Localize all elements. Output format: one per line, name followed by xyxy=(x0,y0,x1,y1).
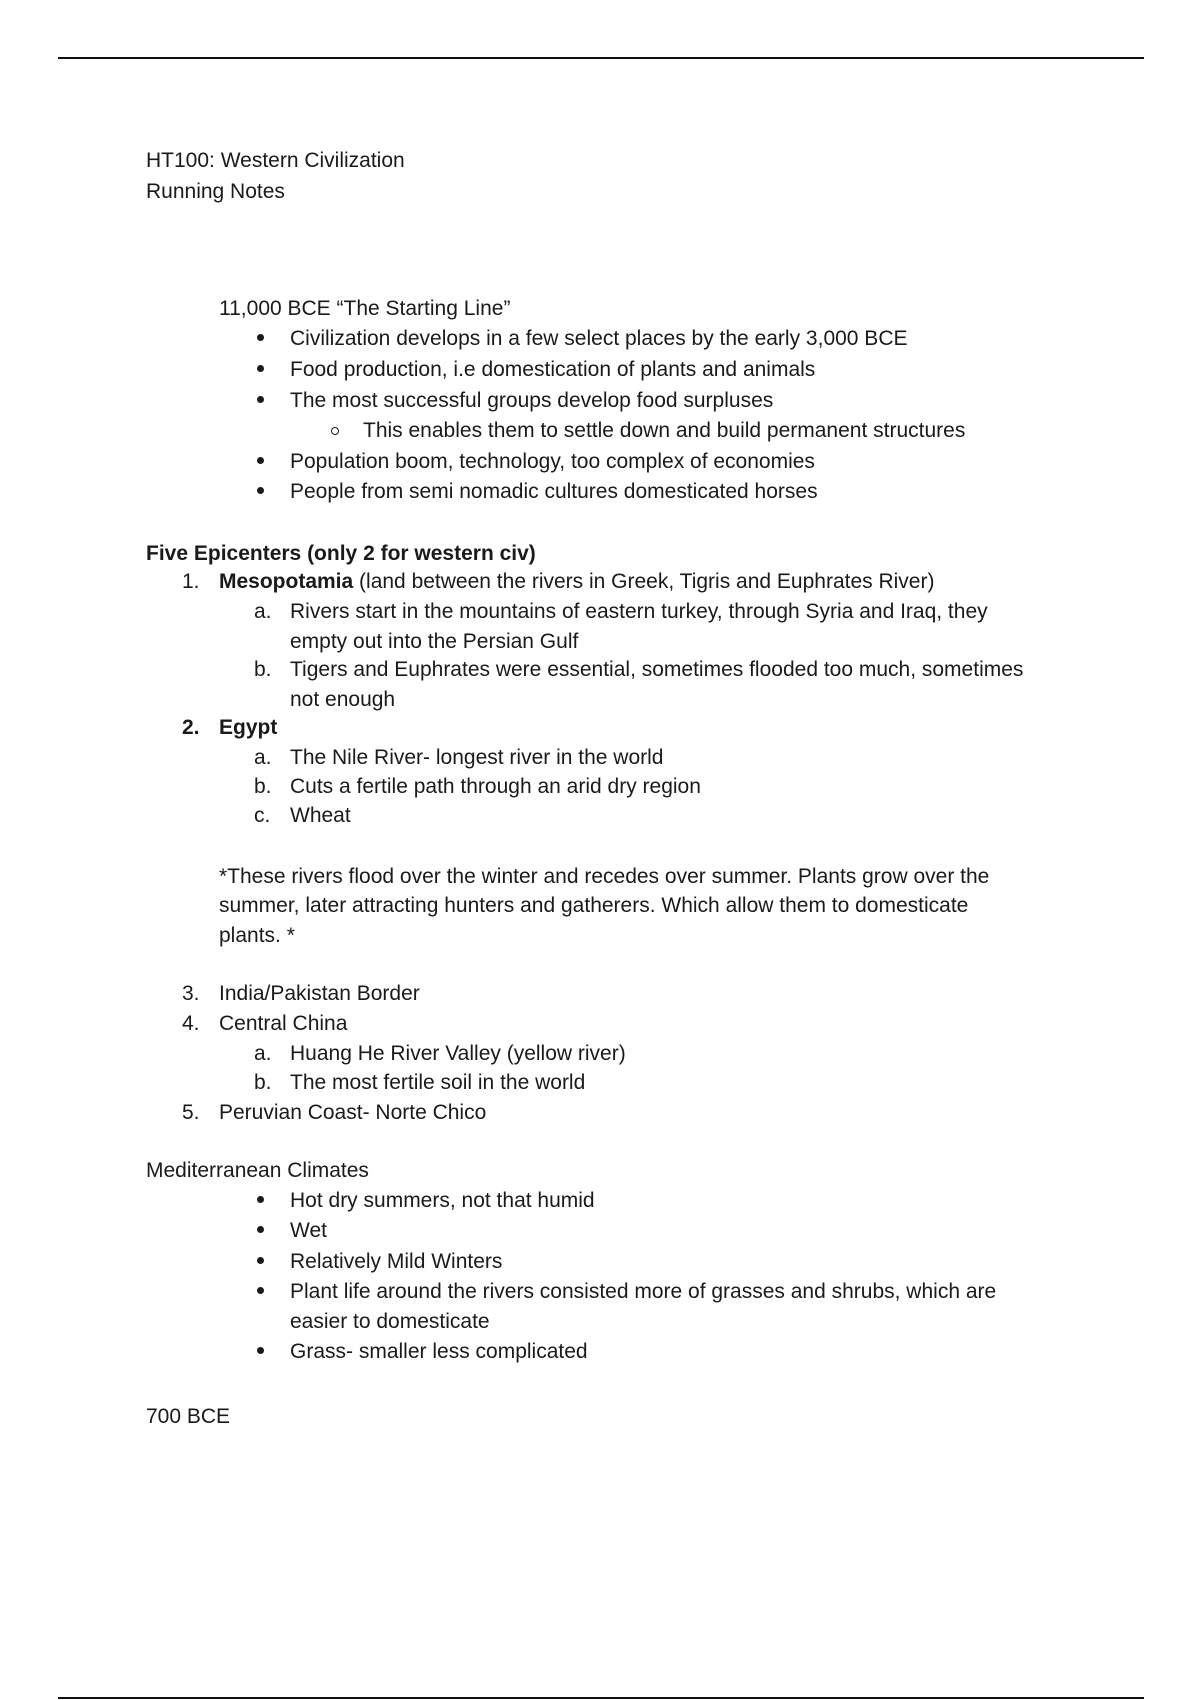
sub-item-text: Wheat xyxy=(290,804,351,827)
bullet-icon xyxy=(257,457,264,464)
epicenter-name: Mesopotamia xyxy=(219,570,354,593)
mediterranean-bullet-continuation: easier to domesticate xyxy=(290,1310,490,1333)
sub-item-text: Tigers and Euphrates were essential, sometimes flooded too much, sometimes xyxy=(290,658,1024,681)
starting-line-heading: 11,000 BCE “The Starting Line” xyxy=(219,297,511,320)
list-letter: a. xyxy=(254,1042,272,1065)
bullet-icon xyxy=(257,396,264,403)
bullet-icon xyxy=(257,1287,264,1294)
mediterranean-bullet: Wet xyxy=(290,1219,327,1242)
page-subtitle: Running Notes xyxy=(146,180,285,203)
epicenter-peru: Peruvian Coast- Norte Chico xyxy=(219,1101,487,1124)
sub-item-text: The Nile River- longest river in the world xyxy=(290,746,664,769)
starting-line-bullet: People from semi nomadic cultures domesticated horses xyxy=(290,480,818,503)
bullet-icon xyxy=(257,487,264,494)
list-number: 2. xyxy=(182,716,200,739)
course-title: HT100: Western Civilization xyxy=(146,149,405,172)
list-letter: b. xyxy=(254,775,272,798)
sub-item-text: The most fertile soil in the world xyxy=(290,1071,586,1094)
epicenter-egypt: Egypt xyxy=(219,716,278,739)
starting-line-bullet: Civilization develops in a few select places by the early 3,000 BCE xyxy=(290,327,908,350)
epicenters-heading: Five Epicenters (only 2 for western civ) xyxy=(146,542,536,565)
epicenter-india: India/Pakistan Border xyxy=(219,982,420,1005)
starting-line-bullet: Food production, i.e domestication of plants and animals xyxy=(290,358,816,381)
sub-item-text: empty out into the Persian Gulf xyxy=(290,630,579,653)
list-number: 4. xyxy=(182,1012,200,1035)
mediterranean-bullet: Plant life around the rivers consisted more of grasses and shrubs, which are xyxy=(290,1280,997,1303)
bullet-icon xyxy=(257,1226,264,1233)
list-letter: a. xyxy=(254,600,272,623)
mediterranean-bullet: Relatively Mild Winters xyxy=(290,1250,503,1273)
bullet-icon xyxy=(257,1196,264,1203)
section-heading-700-bce: 700 BCE xyxy=(146,1405,231,1428)
list-number: 5. xyxy=(182,1101,200,1124)
mediterranean-bullet: Grass- smaller less complicated xyxy=(290,1340,588,1363)
list-letter: b. xyxy=(254,658,272,681)
hollow-bullet-icon xyxy=(331,427,339,435)
epicenter-mesopotamia xyxy=(219,571,934,592)
epicenter-china: Central China xyxy=(219,1012,348,1035)
bottom-rule xyxy=(58,1697,1144,1699)
epicenter-description: (land between the rivers in Greek, Tigris and Euphrates River) xyxy=(353,570,935,593)
list-number: 1. xyxy=(182,570,200,593)
sub-item-text: not enough xyxy=(290,688,396,711)
note-text: summer, later attracting hunters and gatherers. Which allow them to domesticate xyxy=(219,894,969,917)
bullet-icon xyxy=(257,334,264,341)
bullet-icon xyxy=(257,365,264,372)
starting-line-bullet: Population boom, technology, too complex of economies xyxy=(290,450,815,473)
top-rule xyxy=(58,57,1144,59)
note-text: *These rivers flood over the winter and recedes over summer. Plants grow over the xyxy=(219,865,990,888)
sub-item-text: Huang He River Valley (yellow river) xyxy=(290,1042,626,1065)
bullet-icon xyxy=(257,1347,264,1354)
list-letter: a. xyxy=(254,746,272,769)
list-letter: b. xyxy=(254,1071,272,1094)
list-number: 3. xyxy=(182,982,200,1005)
mediterranean-heading: Mediterranean Climates xyxy=(146,1159,369,1182)
mediterranean-bullet: Hot dry summers, not that humid xyxy=(290,1189,595,1212)
starting-line-sub-bullet: This enables them to settle down and build permanent structures xyxy=(363,419,966,442)
sub-item-text: Cuts a fertile path through an arid dry region xyxy=(290,775,701,798)
starting-line-bullet: The most successful groups develop food surpluses xyxy=(290,389,774,412)
list-letter: c. xyxy=(254,804,271,827)
bullet-icon xyxy=(257,1257,264,1264)
note-text: plants. * xyxy=(219,924,295,947)
sub-item-text: Rivers start in the mountains of eastern turkey, through Syria and Iraq, they xyxy=(290,600,988,623)
